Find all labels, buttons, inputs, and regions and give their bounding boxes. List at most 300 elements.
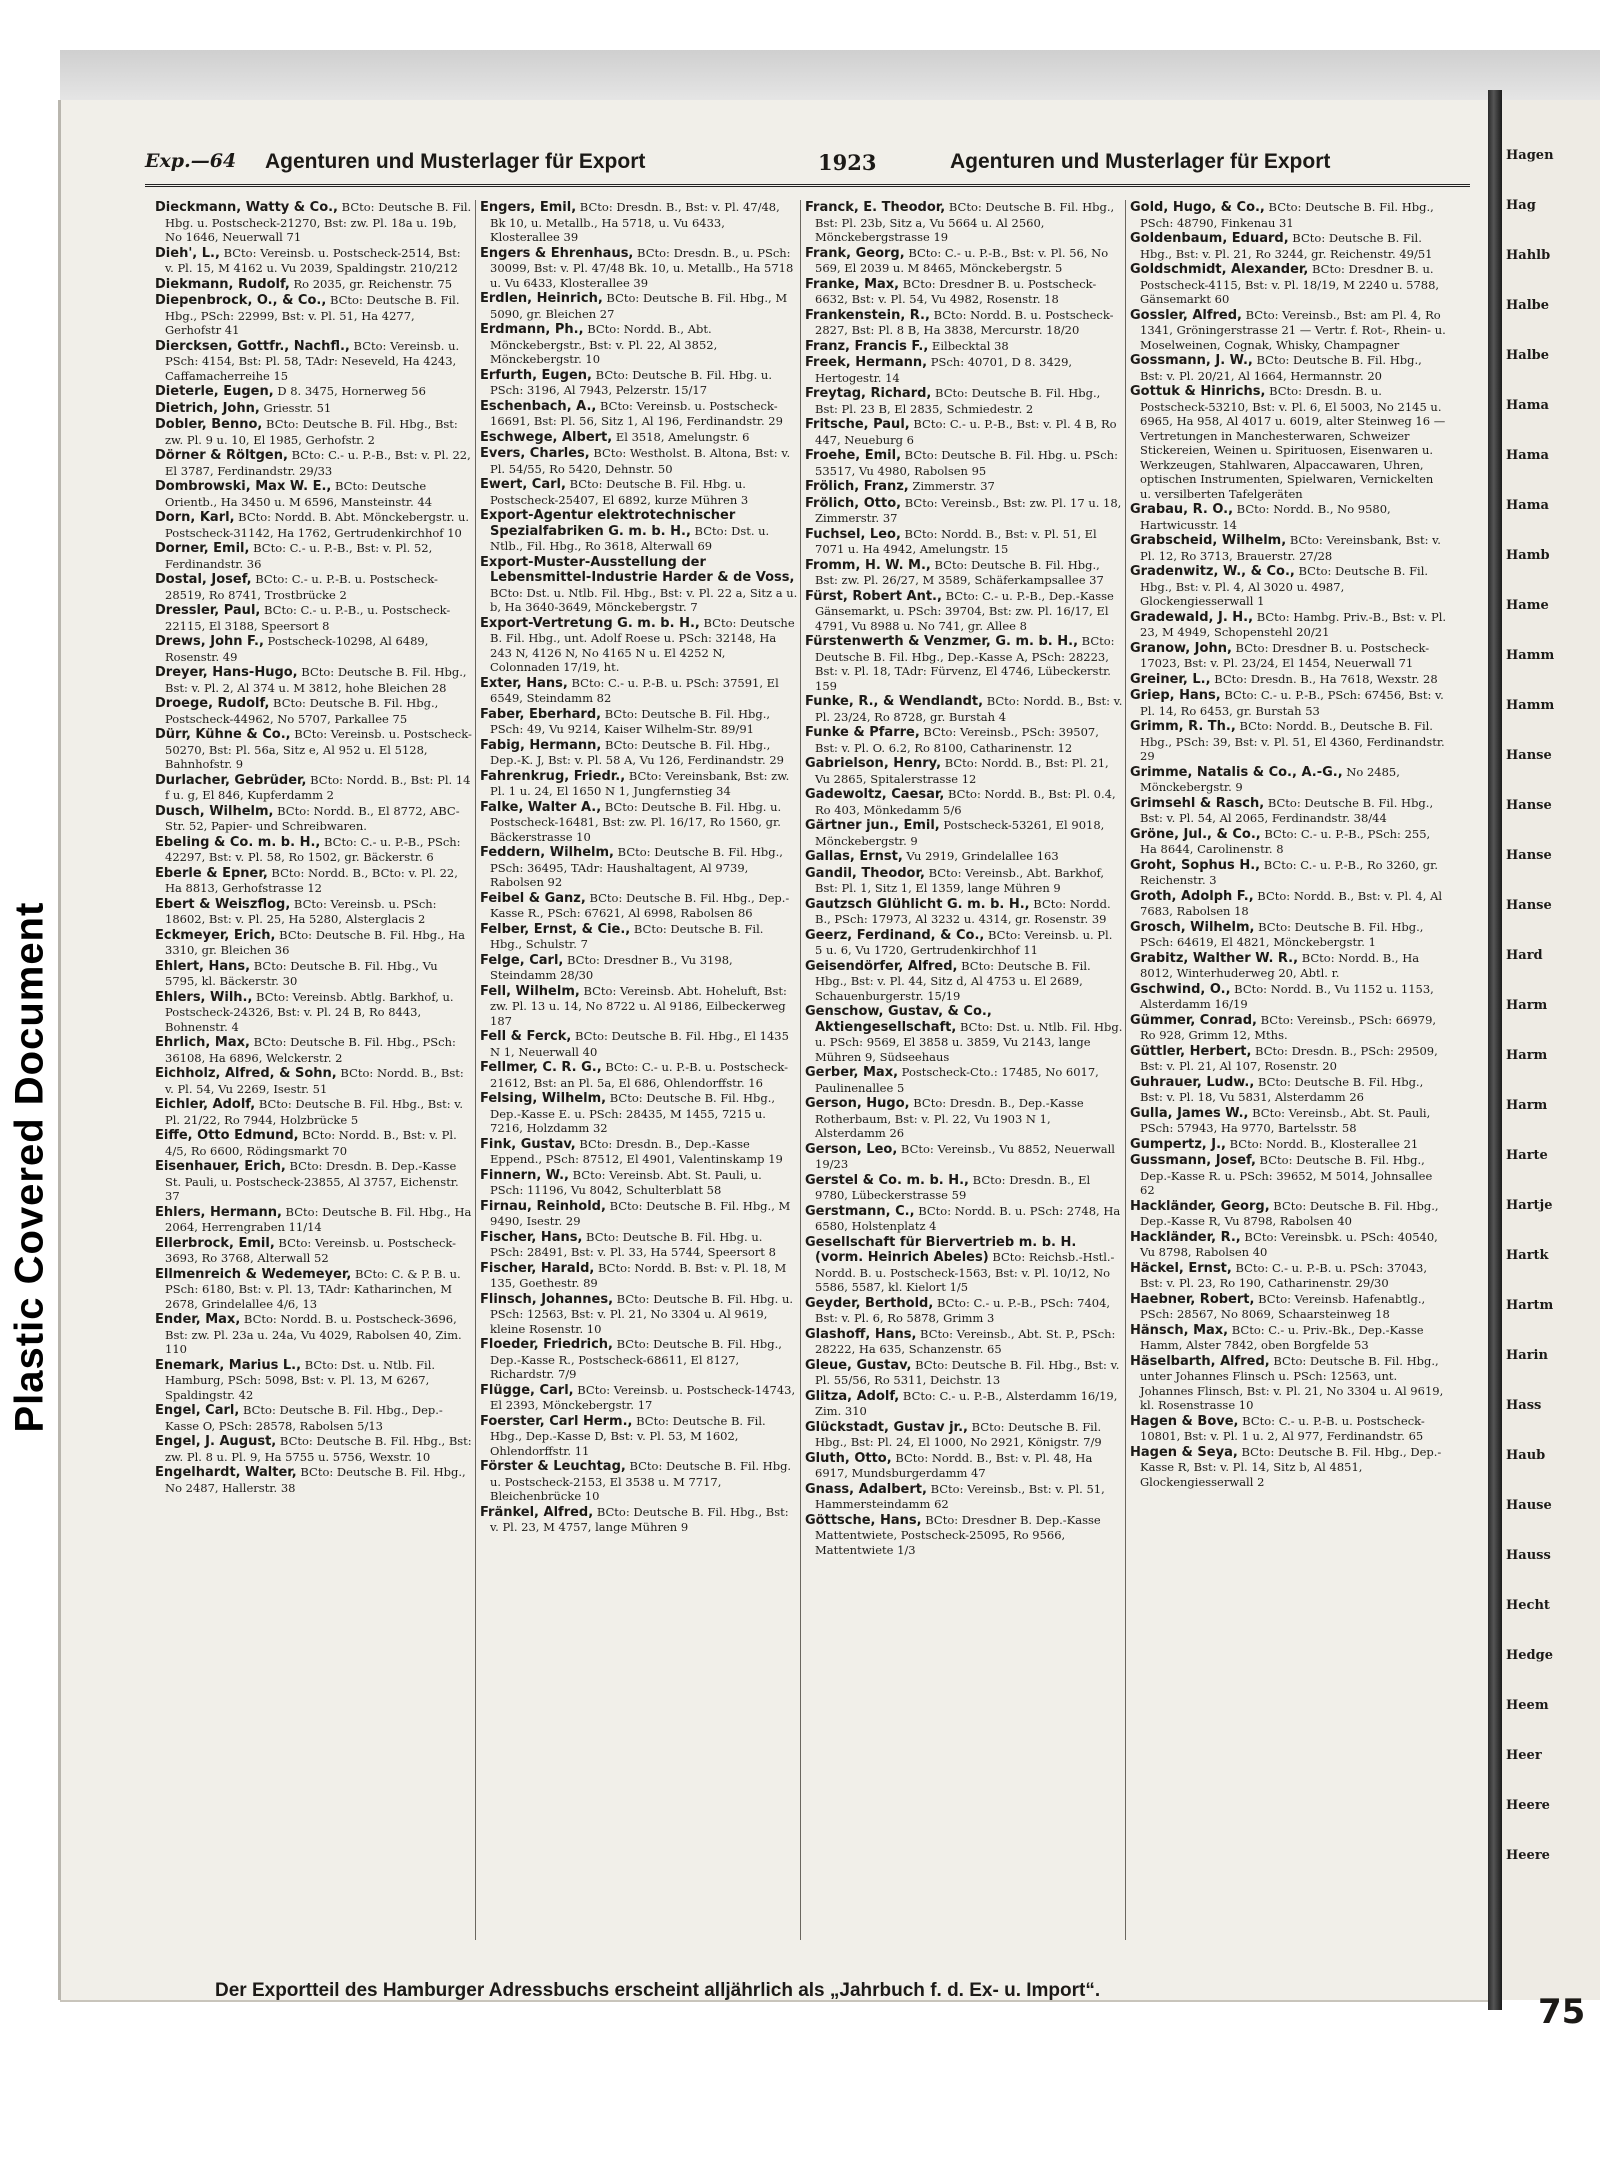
entry-name: Geyder, Berthold, bbox=[805, 1295, 934, 1311]
entry-name: Förster & Leuchtag, bbox=[480, 1459, 626, 1474]
entry-details: BCto: C.- u. P.-B., PSch: 67456, Bst: v. Pl. 14, Ro 6453, gr. Burstah 53 bbox=[1140, 688, 1444, 718]
directory-entry bbox=[480, 1091, 798, 1136]
directory-entry bbox=[480, 430, 798, 446]
entry-name: Funke, R., & Wendlandt, bbox=[805, 694, 984, 709]
entry-name: Gleue, Gustav, bbox=[805, 1357, 912, 1373]
entry-name: Gandil, Theodor, bbox=[805, 865, 925, 881]
entry-name: Dürr, Kühne & Co., bbox=[155, 727, 291, 742]
entry-details: BCto: Dst. u. Ntlb., Fil. Hbg., Ro 3618, Alterwall 69 bbox=[490, 523, 770, 553]
entry-name: Gerson, Hugo, bbox=[805, 1096, 910, 1111]
directory-entry bbox=[805, 1065, 1123, 1095]
entry-name: Dorn, Karl, bbox=[155, 510, 235, 525]
entry-name: Frölich, Otto, bbox=[805, 495, 902, 511]
entry-details: BCto: Deutsche B. Fil. Hbg. u. Postscheck-25407, El 6892, kurze Mühren 3 bbox=[490, 477, 749, 507]
adjacent-page-fragment: Hauss bbox=[1506, 1548, 1551, 1563]
entry-name: Diepenbrock, O., & Co., bbox=[155, 293, 327, 308]
directory-entry bbox=[480, 200, 798, 245]
entry-name: Franz, Francis F., bbox=[805, 338, 929, 354]
directory-entry bbox=[155, 727, 473, 772]
entry-details: BCto: Deutsche B. Fil. Hbg. u. PSch: 28491, Bst: v. Pl. 33, Ha 5744, Speersort 8 bbox=[490, 1229, 776, 1259]
entry-name: Grabitz, Walther W. R., bbox=[1130, 950, 1299, 966]
entry-details: BCto: Deutsche B. Fil. Hbg., PSch: 48790, Finkenau 31 bbox=[1140, 200, 1434, 230]
entry-details: BCto: Deutsche B. Fil. Hbg., Bst: zw. Pl. 8 u. Pl. 9, Ha 5755 u. 5756, Wexstr. 10 bbox=[165, 1434, 472, 1464]
entry-details: BCto: Nordd. B. u. Postscheck-3696, Bst: zw. Pl. 23a u. 24a, Vu 4029, Rabolsen 40, Zim. 110 bbox=[165, 1312, 462, 1356]
entry-name: Haebner, Robert, bbox=[1130, 1291, 1255, 1307]
directory-entry bbox=[805, 1235, 1123, 1295]
directory-entry bbox=[155, 804, 473, 834]
entry-details: BCto: Vereinsb., Abt. St. Pauli, PSch: 57943, Ha 9770, Bartelsstr. 58 bbox=[1140, 1105, 1431, 1135]
entry-details: BCto: Deutsche B. Fil. Hbg., Bst: Pl. 23 B, El 2835, Schmiedestr. 2 bbox=[815, 386, 1101, 416]
entry-details: BCto: Vereinsb. Abtlg. Barkhof, u. Postscheck-24326, Bst: v. Pl. 24 B, Ro 8443, Bohnenstr. 4 bbox=[165, 989, 454, 1034]
entry-name: Dieckmann, Watty & Co., bbox=[155, 200, 338, 215]
entry-name: Fell & Ferck, bbox=[480, 1029, 572, 1044]
entry-name: Dorner, Emil, bbox=[155, 541, 250, 556]
directory-entry bbox=[480, 984, 798, 1029]
directory-entry bbox=[155, 510, 473, 540]
entry-details: BCto: Deutsche B. Fil. Hbg., unter Johannes Flinsch u. PSch: 12563, unt. Johannes Flinsch, Bst: v. Pl. 21, No 3304 u. Al 9619, kl. Rosenstrasse 10 bbox=[1140, 1353, 1444, 1412]
adjacent-page-fragment: Hanse bbox=[1506, 848, 1552, 863]
entry-name: Freytag, Richard, bbox=[805, 386, 932, 401]
entry-details: BCto: Deutsche B. Fil. Hbg., Bst: v. Pl. 54, Al 2065, Ferdinandstr. 38/44 bbox=[1140, 795, 1434, 825]
entry-name: Diercksen, Gottfr., Nachfl., bbox=[155, 338, 350, 354]
entry-name: Gerstel & Co. m. b. H., bbox=[805, 1172, 969, 1188]
entry-name: Fabig, Hermann, bbox=[480, 737, 602, 753]
entry-details: BCto: C.- u. P.-B. u. PSch: 37043, Bst: v. Pl. 23, Ro 190, Catharinenstr. 29/30 bbox=[1140, 1260, 1428, 1290]
year: 1923 bbox=[818, 150, 877, 175]
directory-entry bbox=[1130, 688, 1448, 718]
entry-details: BCto: Vereinsb. Abt. Hoheluft, Bst: zw. Pl. 13 u. 14, No 8722 u. Al 9186, Eilbeckerweg 187 bbox=[490, 983, 787, 1028]
entry-name: Fischer, Harald, bbox=[480, 1260, 595, 1276]
entry-name: Häselbarth, Alfred, bbox=[1130, 1353, 1270, 1369]
adjacent-page-fragment: Heere bbox=[1506, 1848, 1550, 1863]
entry-details: BCto: C.- u. P.-B., Bst: v. Pl. 22, El 3787, Ferdinandstr. 29/33 bbox=[165, 448, 471, 478]
entry-name: Genschow, Gustav, & Co., Aktiengesellschaft, bbox=[805, 1004, 992, 1035]
plastic-cover-label: Plastic Covered Document bbox=[7, 901, 52, 1433]
directory-entry bbox=[480, 322, 798, 367]
entry-name: Dieterle, Eugen, bbox=[155, 384, 274, 399]
directory-entry bbox=[155, 603, 473, 633]
entry-details: BCto: Nordd. B., Bst: v. Pl. 4/5, Ro 6600, Rödingsmarkt 70 bbox=[165, 1128, 457, 1158]
entry-name: Hackländer, R., bbox=[1130, 1229, 1241, 1245]
entry-details: Postscheck-10298, Al 6489, Rosenstr. 49 bbox=[165, 634, 429, 664]
entry-details: BCto: Dst. u. Ntlb. Fil. Hbg., Bst: v. Pl. 22 a, Sitz a u. b, Ha 3640-3649, Mönckebergstr. 7 bbox=[490, 585, 798, 614]
entry-details: BCto: Nordd. B., Deutsche B. Fil. Hbg., PSch: 39, Bst: v. Pl. 51, El 4360, Ferdinandstr. 29 bbox=[1140, 719, 1445, 763]
entry-details: BCto: Nordd. B. u. PSch: 2748, Ha 6580, Holstenplatz 4 bbox=[815, 1203, 1121, 1233]
directory-column-4 bbox=[1130, 200, 1448, 1940]
directory-entry bbox=[1130, 827, 1448, 857]
directory-entry bbox=[805, 1173, 1123, 1203]
entry-name: Faber, Eberhard, bbox=[480, 706, 602, 722]
adjacent-page-fragment: Hag bbox=[1506, 198, 1536, 213]
entry-details: BCto: C.- u. P.-B., PSch: 42297, Bst: v. Pl. 58, Ro 1502, gr. Bäckerstr. 6 bbox=[165, 834, 461, 864]
entry-details: Zimmerstr. 37 bbox=[908, 479, 995, 493]
directory-entry bbox=[480, 891, 798, 921]
entry-name: Dobler, Benno, bbox=[155, 417, 263, 432]
entry-details: BCto: Deutsche B. Fil. Hbg. u. PSch: 53517, Vu 4980, Rabolsen 95 bbox=[815, 448, 1119, 478]
directory-entry bbox=[155, 293, 473, 338]
entry-details: BCto: Dresdn. B., Ha 7618, Wexstr. 28 bbox=[1210, 671, 1438, 686]
adjacent-page-fragment: Hanse bbox=[1506, 748, 1552, 763]
directory-entry bbox=[1130, 308, 1448, 353]
entry-details: BCto: Deutsche B. Fil. Hbg., Bst: v. Pl. 2, Al 374 u. M 3812, hohe Bleichen 28 bbox=[165, 665, 467, 695]
entry-name: Frölich, Franz, bbox=[805, 479, 909, 494]
entry-details: BCto: C.- u. P.-B., Bst: v. Pl. 56, No 569, El 2039 u. M 8465, Mönckebergstr. 5 bbox=[815, 245, 1109, 275]
entry-name: Froehe, Emil, bbox=[805, 448, 902, 463]
entry-name: Grabau, R. O., bbox=[1130, 502, 1234, 517]
entry-name: Glückstadt, Gustav jr., bbox=[805, 1419, 968, 1435]
entry-details: BCto: Deutsche B. Fil. Hbg., PSch: 22999, Bst: v. Pl. 51, Ha 4277, Gerhofstr 41 bbox=[165, 293, 460, 337]
entry-name: Gold, Hugo, & Co., bbox=[1130, 200, 1265, 215]
entry-details: BCto: Vereinsb., Abt. St. P., PSch: 28222, Ha 635, Schanzenstr. 65 bbox=[815, 1326, 1116, 1356]
entry-name: Engel, J. August, bbox=[155, 1434, 277, 1449]
entry-details: BCto: Hambg. Priv.-B., Bst: v. Pl. 23, M 4949, Schopenstehl 20/21 bbox=[1140, 609, 1447, 639]
entry-details: BCto: Vereinsb., Bst: am Pl. 4, Ro 1341, Gröningerstrasse 21 — Vertr. f. Rot-, Rhein- u. Moselweinen, Cognak, Whisky, Champagner bbox=[1140, 307, 1446, 352]
directory-entry bbox=[1130, 610, 1448, 640]
entry-name: Goldschmidt, Alexander, bbox=[1130, 262, 1309, 277]
entry-name: Eckmeyer, Erich, bbox=[155, 927, 276, 943]
directory-entry bbox=[805, 339, 1123, 355]
entry-name: Exter, Hans, bbox=[480, 675, 568, 691]
directory-entry bbox=[1130, 1153, 1448, 1198]
entry-name: Hackländer, Georg, bbox=[1130, 1198, 1270, 1214]
entry-name: Fritsche, Paul, bbox=[805, 417, 910, 432]
entry-details: BCto: C.- u. P.-B., Dep.-Kasse Gänsemarkt, u. PSch: 39704, Bst: zw. Pl. 16/17, El 4791, Vu 8988 u. No 741, gr. Allee 8 bbox=[815, 588, 1114, 633]
adjacent-page-fragment: Hard bbox=[1506, 948, 1543, 963]
entry-details: BCto: C.- u. P.-B. u. Postscheck-21612, Bst: an Pl. 5a, El 686, Ohlendorffstr. 16 bbox=[490, 1060, 788, 1090]
directory-entry bbox=[155, 1035, 473, 1065]
entry-details: BCto: Deutsche B. Fil. Hbg. u. PSch: 3196, Al 7943, Pelzerstr. 15/17 bbox=[490, 367, 772, 397]
entry-details: BCto: Deutsche B. Fil. Hbg., PSch: 64619, El 4821, Mönckebergstr. 1 bbox=[1140, 919, 1424, 949]
entry-name: Finnern, W., bbox=[480, 1167, 569, 1183]
directory-entry bbox=[805, 756, 1123, 786]
entry-details: BCto: C.- u. P.-B., u. Postscheck-22115, El 3188, Speersort 8 bbox=[165, 603, 451, 633]
entry-details: BCto: Nordd. B., Bst: Pl. 21, Vu 2865, Spitalerstrasse 12 bbox=[815, 756, 1109, 786]
adjacent-page-fragment: Hama bbox=[1506, 448, 1549, 463]
entry-details: BCto: Nordd. B., Bst: Pl. 14 f u. g, El 846, Kupferdamm 2 bbox=[165, 772, 471, 802]
directory-entry bbox=[480, 1337, 798, 1382]
entry-details: BCto: Nordd. B., Abt. Mönckebergstr., Bst: v. Pl. 22, Al 3852, Mönckebergstr. 10 bbox=[490, 322, 718, 366]
entry-name: Gerson, Leo, bbox=[805, 1141, 898, 1157]
entry-name: Fromm, H. W. M., bbox=[805, 557, 931, 573]
entry-details: BCto: Dresdn. B., Dep.-Kasse Rotherbaum, Bst: v. Pl. 22, Vu 1903 N 1, Alsterdamm 26 bbox=[815, 1096, 1084, 1140]
directory-entry bbox=[1130, 641, 1448, 671]
entry-name: Gerstmann, C., bbox=[805, 1203, 915, 1219]
directory-entry bbox=[1130, 1013, 1448, 1043]
entry-details: BCto: Dresdner B. u. Postscheck-4115, Bst: v. Pl. 18/19, M 2240 u. 5788, Gänsemarkt 60 bbox=[1140, 262, 1440, 306]
directory-entry bbox=[480, 738, 798, 768]
directory-entry bbox=[1130, 1044, 1448, 1074]
entry-name: Engers & Ehrenhaus, bbox=[480, 245, 634, 261]
entry-name: Fellmer, C. R. G., bbox=[480, 1060, 602, 1075]
entry-name: Fink, Gustav, bbox=[480, 1136, 576, 1152]
directory-entry bbox=[805, 308, 1123, 338]
entry-details: BCto: Deutsche B. Fil. Hbg., No 2487, Hallerstr. 38 bbox=[165, 1465, 466, 1495]
page-header bbox=[145, 150, 1470, 187]
directory-entry bbox=[1130, 384, 1448, 501]
entry-name: Enemark, Marius L., bbox=[155, 1357, 302, 1373]
entry-name: Ehlers, Wilh., bbox=[155, 989, 253, 1005]
directory-entry bbox=[805, 386, 1123, 416]
entry-name: Dusch, Wilhelm, bbox=[155, 803, 274, 819]
directory-entry bbox=[1130, 533, 1448, 563]
entry-details: BCto: Deutsche B. Fil. Hbg., Bst: Pl. 24, El 1000, No 2921, Königstr. 7/9 bbox=[815, 1419, 1102, 1449]
entry-name: Ebeling & Co. m. b. H., bbox=[155, 834, 321, 850]
entry-name: Frank, Georg, bbox=[805, 245, 905, 261]
entry-details: BCto: C.- u. P.-B., Ro 3260, gr. Reichenstr. 3 bbox=[1140, 857, 1439, 887]
entry-name: Ewert, Carl, bbox=[480, 477, 566, 492]
entry-details: BCto: Dresdn. B., Dep.-Kasse Eppend., PSch: 87512, El 4901, Valentinskamp 19 bbox=[490, 1136, 783, 1166]
directory-entry bbox=[480, 922, 798, 952]
adjacent-page-fragment: Hartje bbox=[1506, 1198, 1553, 1213]
entry-details: BCto: Nordd. B., Bst: v. Pl. 51, El 7071 u. Ha 4942, Amelungstr. 15 bbox=[815, 526, 1097, 556]
directory-entry bbox=[155, 897, 473, 927]
entry-details: BCto: Westholst. B. Altona, Bst: v. Pl. 54/55, Ro 5420, Dehnstr. 50 bbox=[490, 446, 791, 476]
entry-details: BCto: Deutsche B. Fil. Hbg., Dep.-Kasse R., Postscheck-68611, El 8127, Richardstr. 7/9 bbox=[490, 1337, 782, 1381]
entry-name: Felber, Ernst, & Cie., bbox=[480, 921, 631, 937]
entry-name: Droege, Rudolf, bbox=[155, 696, 270, 711]
entry-name: Gluth, Otto, bbox=[805, 1450, 892, 1466]
entry-name: Gradewald, J. H., bbox=[1130, 609, 1254, 625]
entry-details: BCto: Nordd. B., El 8772, ABC-Str. 52, Papier- und Schreibwaren. bbox=[165, 803, 460, 833]
adjacent-page-fragment: Harte bbox=[1506, 1148, 1548, 1163]
adjacent-page-fragment: Heer bbox=[1506, 1748, 1542, 1763]
directory-entry bbox=[805, 558, 1123, 588]
entry-name: Foerster, Carl Herm., bbox=[480, 1413, 633, 1429]
directory-entry bbox=[1130, 200, 1448, 230]
entry-details: BCto: Deutsche B. Fil. Hbg., Ha 3310, gr. Bleichen 36 bbox=[165, 927, 465, 957]
page-reference: Exp.—64 bbox=[145, 150, 237, 172]
entry-details: BCto: Deutsche B. Fil. Hbg., Vu 5795, kl. Bäckerstr. 30 bbox=[165, 958, 438, 988]
adjacent-page-fragment: Hanse bbox=[1506, 898, 1552, 913]
adjacent-page-fragment: Hause bbox=[1506, 1498, 1552, 1513]
entry-details: Postscheck-53261, El 9018, Mönckebergstr. 9 bbox=[815, 818, 1105, 848]
directory-entry bbox=[1130, 1414, 1448, 1444]
directory-entry bbox=[155, 401, 473, 417]
entry-details: BCto: C. & P. B. u. PSch: 6180, Bst: v. Pl. 13, TAdr: Katharinchen, M 2678, Grindelallee 4/6, 13 bbox=[165, 1266, 461, 1311]
entry-details: BCto: Vereinsb., Bst: zw. Pl. 17 u. 18, Zimmerstr. 37 bbox=[815, 495, 1122, 525]
entry-name: Export-Vertretung G. m. b. H., bbox=[480, 615, 700, 631]
entry-details: BCto: Deutsche B. Fil. Hbg., Schulstr. 7 bbox=[490, 921, 764, 951]
directory-entry bbox=[480, 953, 798, 983]
page-number: 75 bbox=[1538, 1992, 1586, 2032]
directory-entry bbox=[1130, 1075, 1448, 1105]
entry-details: BCto: Deutsche B. Fil. Hbg. u. PSch: 12563, Bst: v. Pl. 21, No 3304 u. Al 9619, kleine Rosenstr. 10 bbox=[490, 1291, 794, 1336]
directory-entry bbox=[805, 1513, 1123, 1558]
entry-name: Grabscheid, Wilhelm, bbox=[1130, 533, 1287, 548]
entry-name: Fuchsel, Leo, bbox=[805, 526, 901, 542]
entry-name: Gnass, Adalbert, bbox=[805, 1481, 927, 1497]
directory-entry bbox=[1130, 719, 1448, 764]
directory-entry bbox=[805, 1204, 1123, 1234]
entry-details: BCto: Vereinsb., Vu 8852, Neuerwall 19/23 bbox=[815, 1141, 1115, 1171]
directory-entry bbox=[480, 707, 798, 737]
running-title-right: Agenturen und Musterlager für Export bbox=[950, 150, 1331, 173]
directory-entry bbox=[155, 634, 473, 664]
directory-entry bbox=[480, 845, 798, 890]
entry-details: Vu 2919, Grindelallee 163 bbox=[902, 849, 1059, 863]
directory-entry bbox=[805, 1482, 1123, 1512]
entry-details: BCto: Deutsche B. Fil. Hbg., PSch: 36495, TAdr: Haushaltagent, Al 9739, Rabolsen 92 bbox=[490, 845, 783, 889]
adjacent-page-fragment: Hartm bbox=[1506, 1298, 1554, 1313]
adjacent-page-fragment: Hass bbox=[1506, 1398, 1542, 1413]
directory-entry bbox=[155, 277, 473, 293]
directory-entry bbox=[480, 676, 798, 706]
entry-details: BCto: Vereinsbank, Bst: zw. Pl. 1 u. 24, El 1650 N 1, Jungfernstieg 34 bbox=[490, 768, 790, 798]
adjacent-page-fragment: Hame bbox=[1506, 598, 1549, 613]
directory-entry bbox=[155, 572, 473, 602]
entry-name: Geerz, Ferdinand, & Co., bbox=[805, 927, 985, 943]
entry-details: BCto: Nordd. B., No 9580, Hartwicusstr. 14 bbox=[1140, 502, 1391, 532]
column-divider bbox=[475, 200, 476, 1940]
entry-details: No 2485, Mönckebergstr. 9 bbox=[1140, 764, 1400, 794]
adjacent-page-fragment: Heere bbox=[1506, 1798, 1550, 1813]
directory-entry bbox=[805, 1296, 1123, 1326]
adjacent-page-fragment: Harin bbox=[1506, 1348, 1548, 1363]
directory-entry bbox=[805, 634, 1123, 693]
entry-details: BCto: Nordd. B., Klosterallee 21 bbox=[1225, 1136, 1419, 1151]
entry-name: Fürstenwerth & Venzmer, G. m. b. H., bbox=[805, 634, 1079, 649]
entry-details: BCto: Deutsche B. Fil. Hbg., Bst: v. Pl. 20/21, Al 1664, Hermannstr. 20 bbox=[1140, 353, 1422, 383]
entry-name: Ellerbrock, Emil, bbox=[155, 1235, 275, 1251]
entry-details: BCto: Vereinsbank, Bst: v. Pl. 12, Ro 3713, Brauerstr. 27/28 bbox=[1140, 533, 1441, 563]
directory-entry bbox=[480, 1199, 798, 1229]
entry-details: BCto: Dst. u. Ntlb. Fil. Hbg. u. PSch: 9569, El 3858 u. 3859, Vu 2143, lange Mühren 9, Südseehaus bbox=[815, 1019, 1123, 1064]
entry-name: Falke, Walter A., bbox=[480, 799, 602, 815]
entry-details: BCto: Deutsche B. Fil. Hbg., Dep.-Kasse R, Bst: v. Pl. 14, Sitz b, Al 4851, Glockengiesserwall 2 bbox=[1140, 1444, 1442, 1489]
adjacent-page-fragment: Hama bbox=[1506, 498, 1549, 513]
entry-details: BCto: Deutsche B. Fil. Hbg., Dep.-K. J, Bst: v. Pl. 58 A, Vu 126, Ferdinandstr. 29 bbox=[490, 737, 784, 767]
directory-entry bbox=[1130, 1261, 1448, 1291]
directory-entry bbox=[155, 200, 473, 245]
entry-details: BCto: Vereinsb., PSch: 66979, Ro 928, Grimm 12, Mths. bbox=[1140, 1012, 1437, 1042]
entry-details: BCto: Nordd. B., PSch: 17973, Al 3232 u. 4314, gr. Rosenstr. 39 bbox=[815, 896, 1111, 926]
directory-entry bbox=[480, 1459, 798, 1504]
entry-details: Griesstr. 51 bbox=[259, 400, 332, 415]
entry-name: Glashoff, Hans, bbox=[805, 1326, 917, 1342]
entry-name: Durlacher, Gebrüder, bbox=[155, 772, 307, 788]
entry-details: BCto: Dresdn. B., El 9780, Lübeckerstrasse 59 bbox=[815, 1172, 1091, 1202]
directory-entry bbox=[1130, 1137, 1448, 1153]
directory-entry bbox=[1130, 765, 1448, 795]
entry-details: BCto: Vereinsb. u. Pl. 5 u. 6, Vu 1720, Gertrudenkirchhof 11 bbox=[815, 927, 1113, 957]
entry-details: BCto: Dresdn. B., u. PSch: 30099, Bst: v. Pl. 47/48 Bk. 10, u. Metallb., Ha 5718 u. Vu 6433, Klosterallee 39 bbox=[490, 245, 794, 290]
entry-name: Ellmenreich & Wedemeyer, bbox=[155, 1266, 352, 1282]
entry-name: Hagen & Seya, bbox=[1130, 1444, 1238, 1460]
entry-name: Fell, Wilhelm, bbox=[480, 983, 580, 999]
directory-entry bbox=[480, 616, 798, 675]
entry-details: BCto: Dst. u. Ntlb. Fil. Hamburg, PSch: 5098, Bst: v. Pl. 13, M 6267, Spaldingstr. 42 bbox=[165, 1357, 436, 1402]
entry-details: El 3518, Amelungstr. 6 bbox=[612, 429, 750, 444]
entry-details: PSch: 40701, D 8. 3429, Hertogestr. 14 bbox=[815, 355, 1073, 385]
entry-name: Gulla, James W., bbox=[1130, 1105, 1249, 1121]
adjacent-page-fragment: Halbe bbox=[1506, 348, 1550, 363]
entry-name: Gesellschaft für Biervertrieb m. b. H. (vorm. Heinrich Abeles) bbox=[805, 1234, 1077, 1265]
directory-entry bbox=[805, 849, 1123, 865]
entry-details: BCto: Dresdner B., Vu 3198, Steindamm 28/30 bbox=[490, 952, 733, 982]
entry-details: Eilbecktal 38 bbox=[928, 338, 1009, 353]
entry-name: Gottuk & Hinrichs, bbox=[1130, 384, 1266, 399]
entry-name: Eichler, Adolf, bbox=[155, 1097, 256, 1112]
entry-name: Guhrauer, Ludw., bbox=[1130, 1074, 1255, 1090]
entry-name: Geisendörfer, Alfred, bbox=[805, 958, 958, 974]
entry-details: BCto: Dresdn. B. u. Postscheck-53210, Bst: v. Pl. 6, El 5003, No 2145 u. 6965, Ha 958, Al 4017 u. 6019, alter Steinweg 16 — Vertretungen in Manchesterwaren, Schweizer Stickereien, Weinen u. Spirituosen, Eisenwaren u. Werkzeugen, Stahlwaren, Alpaccawaren, Uhren, optischen Instrumenten, Spielwaren, Vernickelten u. versilberten Tafelgeräten bbox=[1140, 384, 1446, 501]
entry-details: BCto: Deutsche B. Fil. Hbg. u. Postscheck-2153, El 3538 u. M 7717, Bleichenbrücke 10 bbox=[490, 1459, 792, 1503]
entry-details: BCto: Vereinsb. u. Postscheck-16691, Bst: Pl. 56, Sitz 1, Al 196, Ferdinandstr. 29 bbox=[490, 398, 783, 428]
adjacent-page-fragment: Haub bbox=[1506, 1448, 1546, 1463]
directory-entry bbox=[155, 1465, 473, 1495]
entry-name: Evers, Charles, bbox=[480, 446, 590, 461]
entry-name: Dieh', L., bbox=[155, 245, 220, 261]
directory-entry bbox=[155, 928, 473, 958]
footer-notice: Der Exportteil des Hamburger Adressbuchs erscheint alljährlich als „Jahrbuch f. d. Ex- u. Import“. bbox=[215, 1980, 1101, 2001]
entry-details: BCto: Vereinsbk. u. PSch: 40540, Vu 8798, Rabolsen 40 bbox=[1140, 1229, 1438, 1259]
entry-details: D 8. 3475, Hornerweg 56 bbox=[273, 384, 426, 398]
entry-name: Grimme, Natalis & Co., A.-G., bbox=[1130, 764, 1343, 780]
entry-details: BCto: Deutsche B. Fil. Hbg. u. Postscheck-16481, Bst: zw. Pl. 16/17, Ro 1560, gr. Bäckerstrasse 10 bbox=[490, 799, 782, 844]
entry-name: Greiner, L., bbox=[1130, 671, 1211, 687]
directory-entry bbox=[805, 1389, 1123, 1419]
entry-name: Eiffe, Otto Edmund, bbox=[155, 1128, 299, 1143]
directory-column-1 bbox=[155, 200, 473, 1940]
directory-entry bbox=[480, 1230, 798, 1260]
adjacent-page-fragment: Hedge bbox=[1506, 1648, 1554, 1663]
entry-name: Fränkel, Alfred, bbox=[480, 1504, 594, 1520]
entry-name: Dörner & Röltgen, bbox=[155, 448, 288, 463]
entry-name: Grimm, R. Th., bbox=[1130, 719, 1236, 734]
entry-name: Flügge, Carl, bbox=[480, 1382, 574, 1398]
entry-name: Groht, Sophus H., bbox=[1130, 857, 1261, 873]
entry-name: Gussmann, Josef, bbox=[1130, 1153, 1256, 1168]
directory-entry bbox=[805, 928, 1123, 958]
directory-entry bbox=[155, 246, 473, 276]
entry-name: Gumpertz, J., bbox=[1130, 1136, 1226, 1152]
directory-entry bbox=[155, 1267, 473, 1312]
entry-details: BCto: Deutsche B. Fil. Hbg., Dep.-Kasse A, PSch: 28223, Bst: v. Pl. 18, TAdr: Fürvenz, El 4746, Lübeckerstr. 159 bbox=[815, 634, 1115, 693]
entry-name: Gümmer, Conrad, bbox=[1130, 1012, 1257, 1028]
entry-name: Gschwind, O., bbox=[1130, 981, 1231, 997]
directory-entry bbox=[480, 769, 798, 799]
directory-entry bbox=[805, 496, 1123, 526]
directory-entry bbox=[1130, 1354, 1448, 1413]
entry-name: Hänsch, Max, bbox=[1130, 1322, 1229, 1338]
entry-name: Flinsch, Johannes, bbox=[480, 1291, 614, 1307]
directory-entry bbox=[805, 277, 1123, 307]
entry-name: Floeder, Friedrich, bbox=[480, 1337, 613, 1352]
directory-entry bbox=[155, 835, 473, 865]
running-title-left: Agenturen und Musterlager für Export bbox=[265, 150, 646, 173]
entry-details: BCto: C.- u. P.-B., Alsterdamm 16/19, Zim. 310 bbox=[815, 1388, 1118, 1418]
directory-entry bbox=[805, 787, 1123, 817]
entry-details: BCto: Dresdner B. Dep.-Kasse Mattentwiete, Postscheck-25095, Ro 9566, Mattentwiete 1/3 bbox=[815, 1512, 1101, 1557]
directory-entry bbox=[805, 1327, 1123, 1357]
entry-details: BCto: Nordd. B. Bst: v. Pl. 18, M 135, Goethestr. 89 bbox=[490, 1260, 787, 1290]
directory-entry bbox=[155, 1128, 473, 1158]
directory-entry bbox=[805, 818, 1123, 848]
entry-details: BCto: C.- u. P.-B. u. PSch: 37591, El 6549, Steindamm 82 bbox=[490, 675, 779, 705]
entry-name: Grimsehl & Rasch, bbox=[1130, 795, 1265, 811]
directory-entry bbox=[480, 800, 798, 845]
book-gutter bbox=[1488, 90, 1502, 2010]
entry-details: BCto: Nordd. B., Ha 8012, Winterhuderweg 20, Abtl. r. bbox=[1140, 950, 1420, 980]
directory-entry bbox=[1130, 564, 1448, 609]
directory-entry bbox=[480, 1505, 798, 1535]
entry-details: BCto: Deutsche B. Fil. Hbg., Bst: v. Pl. 23, M 4757, lange Mühren 9 bbox=[490, 1504, 789, 1534]
column-divider bbox=[1125, 200, 1126, 1940]
entry-details: BCto: C.- u. P.-B., PSch: 255, Ha 8644, Carolinenstr. 8 bbox=[1140, 826, 1431, 856]
entry-name: Ebert & Weiszflog, bbox=[155, 896, 291, 912]
entry-name: Engel, Carl, bbox=[155, 1403, 240, 1418]
entry-details: BCto: Deutsche B. Fil. Hbg. u. Postscheck-21270, Bst: zw. Pl. 18a u. 19b, No 1646, Neuerwall 71 bbox=[165, 200, 472, 244]
